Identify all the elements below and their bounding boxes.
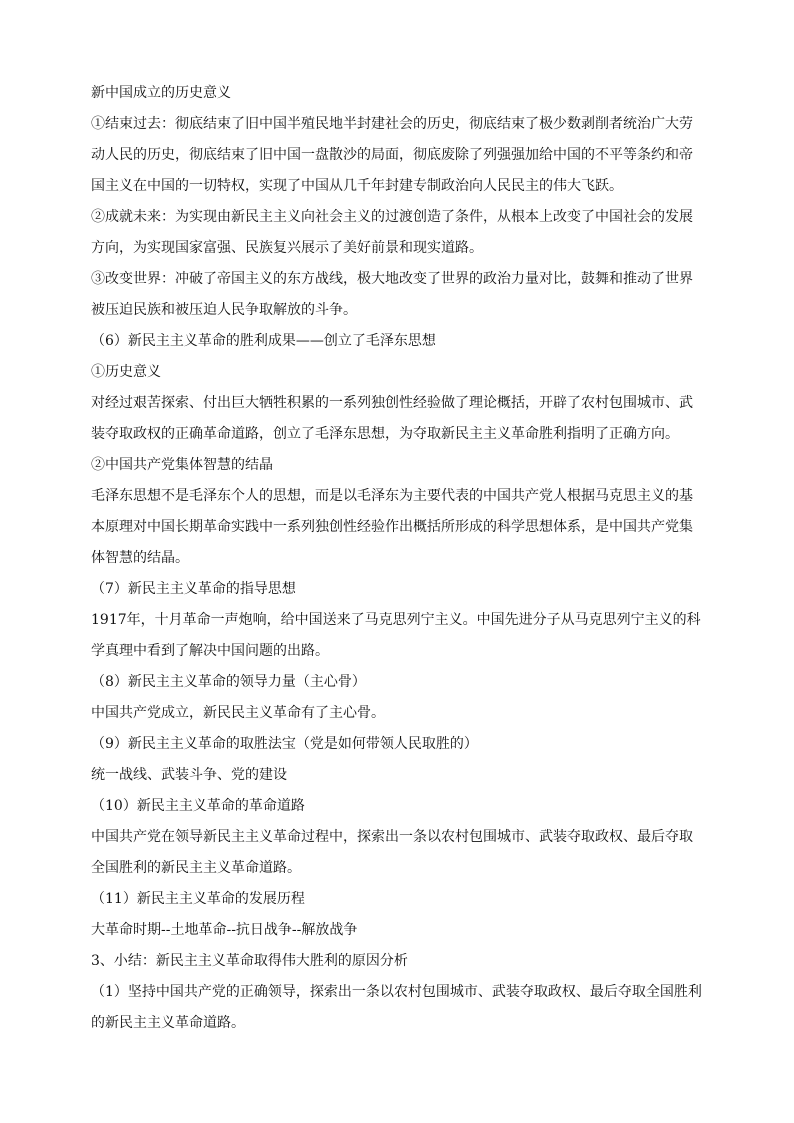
- paragraph-line: 装夺取政权的正确革命道路，创立了毛泽东思想，为夺取新民主主义革命胜利指明了正确方向。: [91, 426, 679, 442]
- paragraph-line: ③改变世界：冲破了帝国主义的东方战线，极大地改变了世界的政治力量对比，鼓舞和推动了世界: [91, 271, 693, 287]
- paragraph-line: 的新民主主义革命道路。: [91, 1015, 245, 1031]
- paragraph-line: 方向，为实现国家富强、民族复兴展示了美好前景和现实道路。: [91, 240, 483, 256]
- paragraph-line: ②成就未来：为实现由新民主主义向社会主义的过渡创造了条件，从根本上改变了中国社会的发展: [91, 209, 693, 225]
- paragraph-line: 大革命时期--土地革命--抗日战争--解放战争: [91, 922, 358, 938]
- paragraph-line: 学真理中看到了解决中国问题的出路。: [91, 643, 329, 659]
- section-heading: （9）新民主主义革命的取胜法宝（党是如何带领人民取胜的）: [91, 736, 478, 752]
- paragraph-line: 全国胜利的新民主主义革命道路。: [91, 860, 301, 876]
- subsection-heading: ②中国共产党集体智慧的结晶: [91, 457, 273, 473]
- subsection-heading: ①历史意义: [91, 364, 161, 380]
- paragraph-line: 1917年，十月革命一声炮响，给中国送来了马克思列宁主义。中国先进分子从马克思列宁主义的科: [91, 612, 701, 628]
- paragraph-line: 本原理对中国长期革命实践中一系列独创性经验作出概括所形成的科学思想体系，是中国共产党集: [91, 519, 693, 535]
- section-heading: （11）新民主主义革命的发展历程: [91, 891, 305, 907]
- section-heading: （6）新民主主义革命的胜利成果——创立了毛泽东思想: [91, 333, 436, 349]
- paragraph-line: ①结束过去：彻底结束了旧中国半殖民地半封建社会的历史，彻底结束了极少数剥削者统治广大劳: [91, 116, 693, 132]
- section-heading: （8）新民主主义革命的领导力量（主心骨）: [91, 674, 366, 690]
- section-heading: （7）新民主主义革命的指导思想: [91, 581, 296, 597]
- paragraph-line: 中国共产党成立，新民民主义革命有了主心骨。: [91, 705, 385, 721]
- paragraph-line: （1）坚持中国共产党的正确领导，探索出一条以农村包围城市、武装夺取政权、最后夺取全国胜利: [91, 984, 702, 1000]
- paragraph-line: 体智慧的结晶。: [91, 550, 189, 566]
- paragraph-line: 国主义在中国的一切特权，实现了中国从几千年封建专制政治向人民民主的伟大飞跃。: [91, 178, 623, 194]
- paragraph-line: 统一战线、武装斗争、党的建设: [91, 767, 287, 783]
- document-page: [91, 78, 707, 1039]
- paragraph-line: 动人民的历史，彻底结束了旧中国一盘散沙的局面，彻底废除了列强强加给中国的不平等条约和帝: [91, 147, 693, 163]
- section-heading: 新中国成立的历史意义: [91, 85, 231, 101]
- section-heading: （10）新民主主义革命的革命道路: [91, 798, 305, 814]
- paragraph-line: 对经过艰苦探索、付出巨大牺牲积累的一系列独创性经验做了理论概括，开辟了农村包围城市、武: [91, 395, 693, 411]
- section-heading: 3、小结：新民主主义革命取得伟大胜利的原因分析: [91, 953, 408, 969]
- paragraph-line: 毛泽东思想不是毛泽东个人的思想，而是以毛泽东为主要代表的中国共产党人根据马克思主义的基: [91, 488, 693, 504]
- paragraph-line: 中国共产党在领导新民主主义革命过程中，探索出一条以农村包围城市、武装夺取政权、最后夺取: [91, 829, 693, 845]
- paragraph-line: 被压迫民族和被压迫人民争取解放的斗争。: [91, 302, 357, 318]
